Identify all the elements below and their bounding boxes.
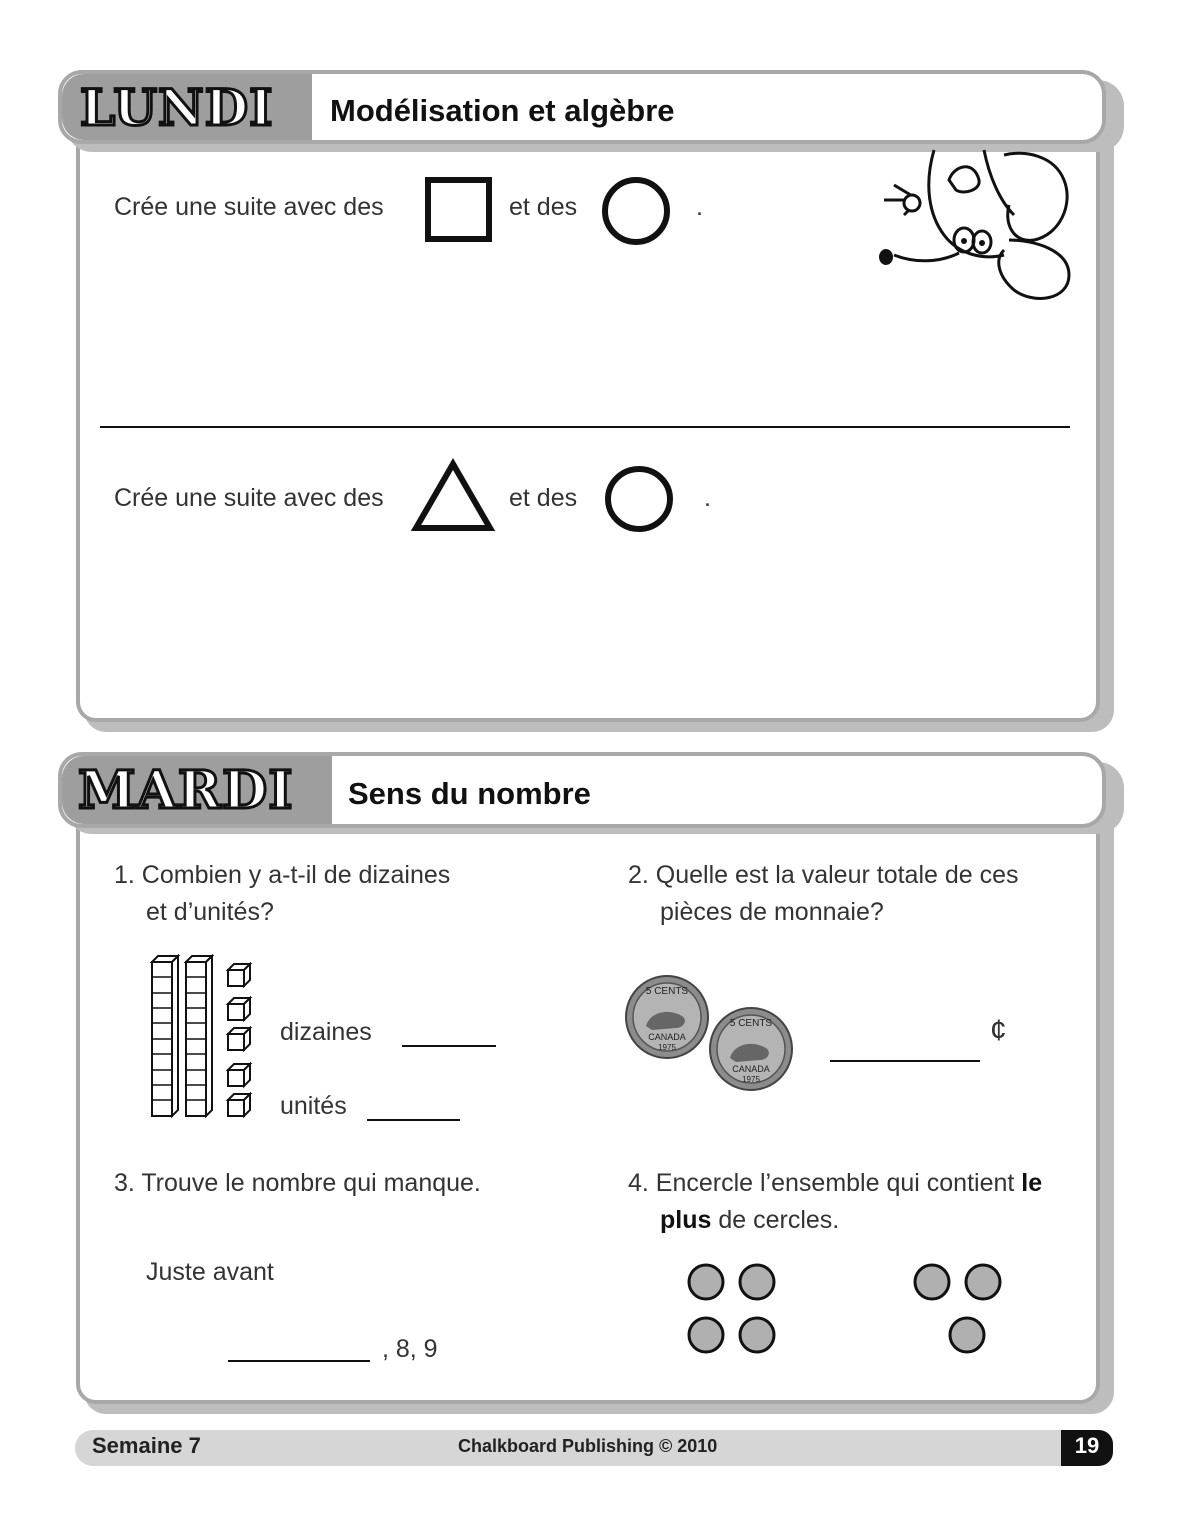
circle-set-four[interactable]	[684, 1260, 780, 1356]
q4-text-bold-le: le	[1021, 1169, 1043, 1197]
q3-sequence: , 8, 9	[382, 1335, 438, 1363]
lundi-line1-suffix: .	[696, 193, 703, 221]
lundi-section-title: Modélisation et algèbre	[330, 93, 675, 128]
q2-text-line1: 2. Quelle est la valeur totale de ces	[628, 861, 1019, 889]
q4-text-line1-part: 4. Encercle l’ensemble qui contient	[628, 1169, 1022, 1197]
q2-cent-sign: ¢	[990, 1014, 1007, 1047]
lundi-day-word: LUNDI	[80, 78, 274, 137]
q3-text-line1: 3. Trouve le nombre qui manque.	[114, 1169, 481, 1197]
square-shape-icon	[424, 176, 494, 244]
lundi-line2-middle: et des	[509, 484, 578, 512]
lundi-line1-prefix: Crée une suite avec des	[114, 193, 384, 221]
lundi-line2-prefix: Crée une suite avec des	[114, 484, 384, 512]
q1-tens-answer-blank[interactable]	[402, 1045, 496, 1047]
coin-top-text: 5 CENTS	[645, 986, 689, 997]
q3-answer-blank[interactable]	[228, 1360, 370, 1362]
base-ten-blocks-icon	[148, 952, 253, 1120]
coin-country-text: CANADA	[732, 1064, 770, 1074]
circle-set-three[interactable]	[910, 1260, 1006, 1356]
nickel-coin-icon	[708, 1006, 794, 1092]
q4-text-line2-part: de cercles.	[711, 1206, 840, 1234]
circle-shape-icon	[600, 176, 672, 246]
q4-text-line1	[628, 1169, 1042, 1198]
triangle-shape-icon	[410, 458, 496, 532]
q2-answer-blank[interactable]	[830, 1060, 980, 1062]
circle-shape-icon	[602, 464, 676, 534]
q4-text-line2	[660, 1206, 839, 1235]
lundi-line1-middle: et des	[509, 193, 578, 221]
q1-text-line1: 1. Combien y a-t-il de dizaines	[114, 861, 451, 889]
q1-units-label: unités	[280, 1092, 347, 1120]
q2-text-line2: pièces de monnaie?	[660, 898, 884, 926]
coin-top-text: 5 CENTS	[729, 1018, 773, 1029]
coin-country-text: CANADA	[648, 1032, 686, 1042]
coin-year-text: 1975	[742, 1075, 760, 1084]
footer-publisher: Chalkboard Publishing © 2010	[458, 1436, 718, 1456]
footer-week: Semaine 7	[92, 1433, 201, 1458]
lundi-line2-suffix: .	[704, 484, 711, 512]
q1-units-answer-blank[interactable]	[367, 1119, 460, 1121]
q3-hint: Juste avant	[146, 1258, 274, 1286]
mouse-mascot-icon	[864, 145, 1084, 315]
nickel-coin-icon	[624, 974, 710, 1060]
page-number: 19	[1074, 1433, 1100, 1458]
mardi-section-title: Sens du nombre	[348, 776, 591, 811]
q1-tens-label: dizaines	[280, 1018, 372, 1046]
q4-text-bold-plus: plus	[660, 1206, 712, 1234]
lundi-divider	[100, 426, 1070, 428]
q1-text-line2: et d’unités?	[146, 898, 274, 926]
mardi-day-word: MARDI	[78, 760, 294, 821]
coin-year-text: 1975	[658, 1043, 676, 1052]
